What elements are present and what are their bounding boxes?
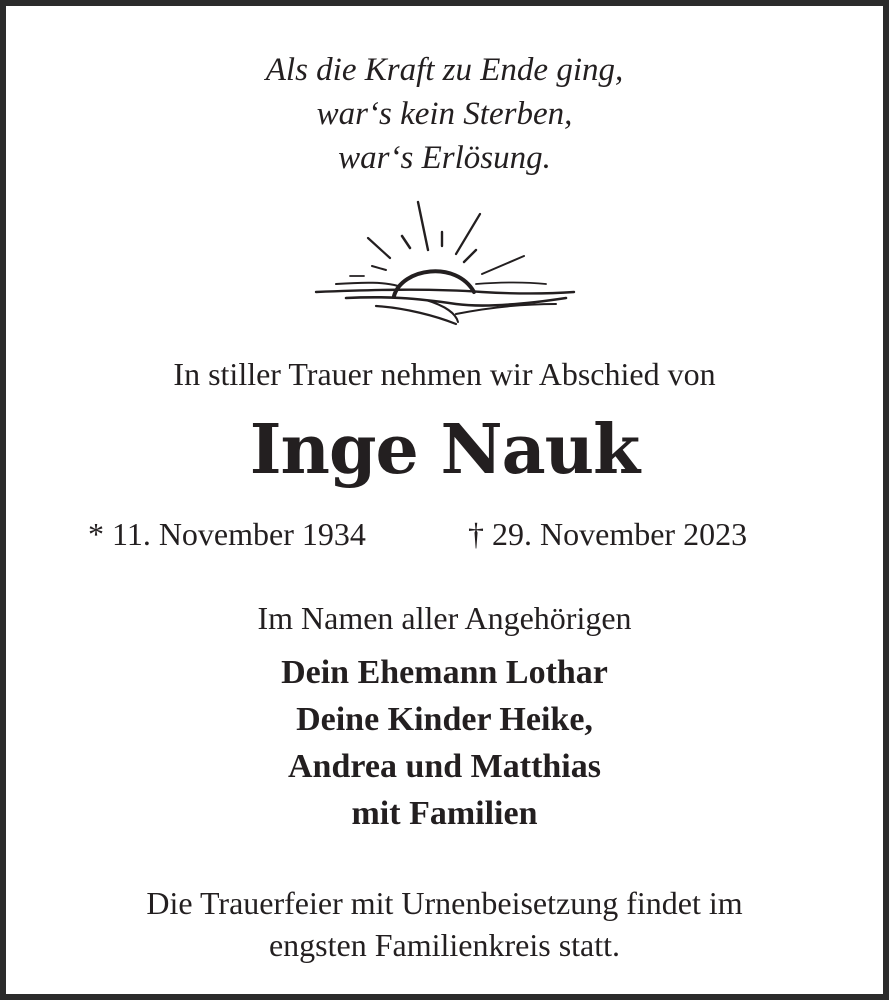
birth-date: * 11. November 1934 [88,516,366,552]
mourner-line: Deine Kinder Heike, [296,701,593,738]
rising-sun-icon [306,196,586,336]
deceased-name: Inge Nauk [249,410,640,490]
mourner-line: mit Familien [351,795,538,832]
closing-line: engsten Familienkreis statt. [268,927,621,963]
life-dates [6,514,883,554]
mourner-line: Dein Ehemann Lothar [281,654,608,691]
intro-text: In stiller Trauer nehmen wir Abschied von [173,356,716,392]
mourner-line: Andrea und Matthias [288,748,601,785]
signature-intro: Im Namen aller Angehörigen [257,600,632,636]
poem-line: war‘s kein Sterben, [316,96,573,132]
death-date: † 29. November 2023 [468,516,748,552]
closing-line: Die Trauerfeier mit Urnenbeisetzung findet im [146,885,743,921]
poem-line: Als die Kraft zu Ende ging, [265,52,624,88]
poem-line: war‘s Erlösung. [338,140,551,176]
